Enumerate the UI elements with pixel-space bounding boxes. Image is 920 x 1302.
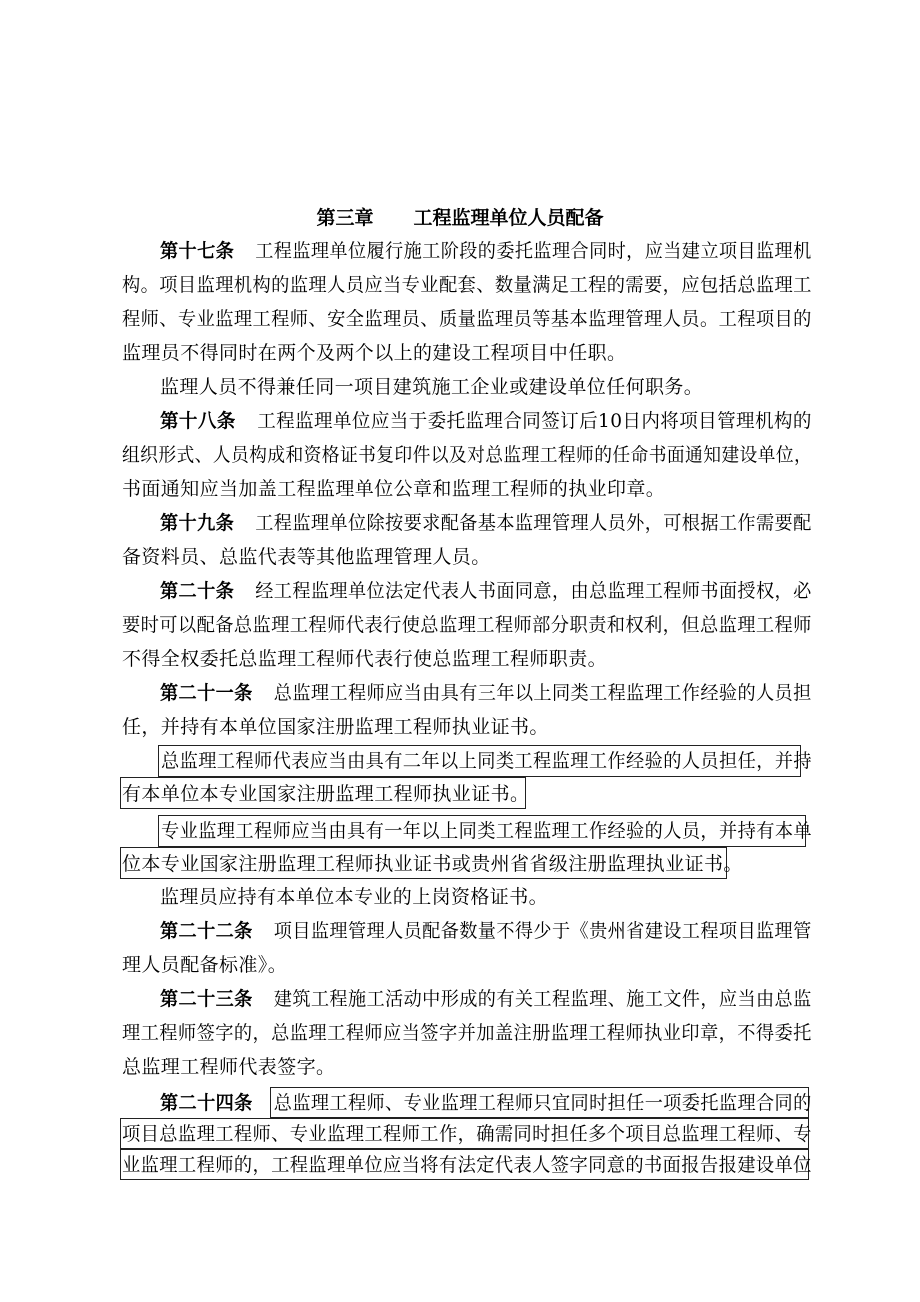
article-20-line-1: 第二十条 经工程监理单位法定代表人书面同意，由总监理工程师书面授权，必 — [160, 580, 812, 602]
chapter-number: 第三章 — [316, 207, 374, 229]
article-21-number: 第二十一条 — [160, 682, 253, 704]
article-19-line-1: 第十九条 工程监理单位除按要求配备基本监理管理人员外，可根据工作需要配 — [160, 512, 812, 534]
article-22-line-2: 理人员配备标准》。 — [122, 954, 288, 976]
article-23-line-3: 总监理工程师代表签字。 — [122, 1056, 336, 1078]
boxed-para-1-line-2: 有本单位本专业国家注册监理工程师执业证书。 — [122, 783, 530, 805]
article-18-line-1: 第十八条 工程监理单位应当于委托监理合同签订后10日内将项目管理机构的 — [160, 410, 812, 432]
article-21-line-1: 第二十一条 总监理工程师应当由具有三年以上同类工程监理工作经验的人员担 — [160, 682, 812, 704]
article-21-last-para: 监理员应持有本单位本专业的上岗资格证书。 — [160, 886, 549, 908]
article-20-line-3: 不得全权委托总监理工程师代表行使总监理工程师职责。 — [122, 648, 608, 670]
article-24-line-3: 业监理工程师的，工程监理单位应当将有法定代表人签字同意的书面报告报建设单位 — [122, 1154, 812, 1176]
article-18-line-2: 组织形式、人员构成和资格证书复印件以及对总监理工程师的任命书面通知建设单位， — [122, 444, 813, 466]
article-23-line-2: 理工程师签字的，总监理工程师应当签字并加盖注册监理工程师执业印章，不得委托 — [122, 1022, 812, 1044]
article-24-number: 第二十四条 — [160, 1092, 253, 1114]
chapter-title: 工程监理单位人员配备 — [413, 207, 604, 229]
boxed-para-2-line-2: 位本专业国家注册监理工程师执业证书或贵州省省级注册监理执业证书。 — [122, 853, 743, 875]
article-17-line-3: 程师、专业监理工程师、安全监理员、质量监理员等基本监理管理人员。工程项目的 — [122, 308, 812, 330]
article-17-line-1: 第十七条 工程监理单位履行施工阶段的委托监理合同时，应当建立项目监理机 — [160, 240, 812, 262]
article-18-number: 第十八条 — [160, 410, 236, 432]
article-20-number: 第二十条 — [160, 580, 235, 602]
article-19-line-2: 备资料员、总监代表等其他监理管理人员。 — [122, 546, 491, 568]
boxed-para-2-line-1: 专业监理工程师应当由具有一年以上同类工程监理工作经验的人员，并持有本单 — [161, 820, 813, 842]
article-21-line-2: 任，并持有本单位国家注册监理工程师执业证书。 — [122, 716, 549, 738]
article-20-line-2: 要时可以配备总监理工程师代表行使总监理工程师部分职责和权利，但总监理工程师 — [122, 614, 812, 636]
article-17-para-2: 监理人员不得兼任同一项目建筑施工企业或建设单位任何职务。 — [160, 376, 704, 398]
article-24-line-2: 项目总监理工程师、专业监理工程师工作，确需同时担任多个项目总监理工程师、专 — [122, 1123, 812, 1145]
article-22-line-1: 第二十二条 项目监理管理人员配备数量不得少于《贵州省建设工程项目监理管 — [160, 920, 812, 942]
article-17-line-2: 构。项目监理机构的监理人员应当专业配套、数量满足工程的需要，应包括总监理工 — [122, 274, 812, 296]
article-24-line-1: 第二十四条 总监理工程师、专业监理工程师只宜同时担任一项委托监理合同的 — [160, 1092, 812, 1114]
article-18-line-3: 书面通知应当加盖工程监理单位公章和监理工程师的执业印章。 — [122, 478, 666, 500]
article-23-line-1: 第二十三条 建筑工程施工活动中形成的有关工程监理、施工文件，应当由总监 — [160, 988, 812, 1010]
article-17-number: 第十七条 — [160, 240, 235, 262]
chapter-heading — [0, 205, 920, 231]
article-19-number: 第十九条 — [160, 512, 235, 534]
article-17-line-4: 监理员不得同时在两个及两个以上的建设工程项目中任职。 — [122, 342, 627, 364]
article-23-number: 第二十三条 — [160, 988, 253, 1010]
boxed-para-1-line-1: 总监理工程师代表应当由具有二年以上同类工程监理工作经验的人员担任，并持 — [161, 750, 813, 772]
article-22-number: 第二十二条 — [160, 920, 253, 942]
